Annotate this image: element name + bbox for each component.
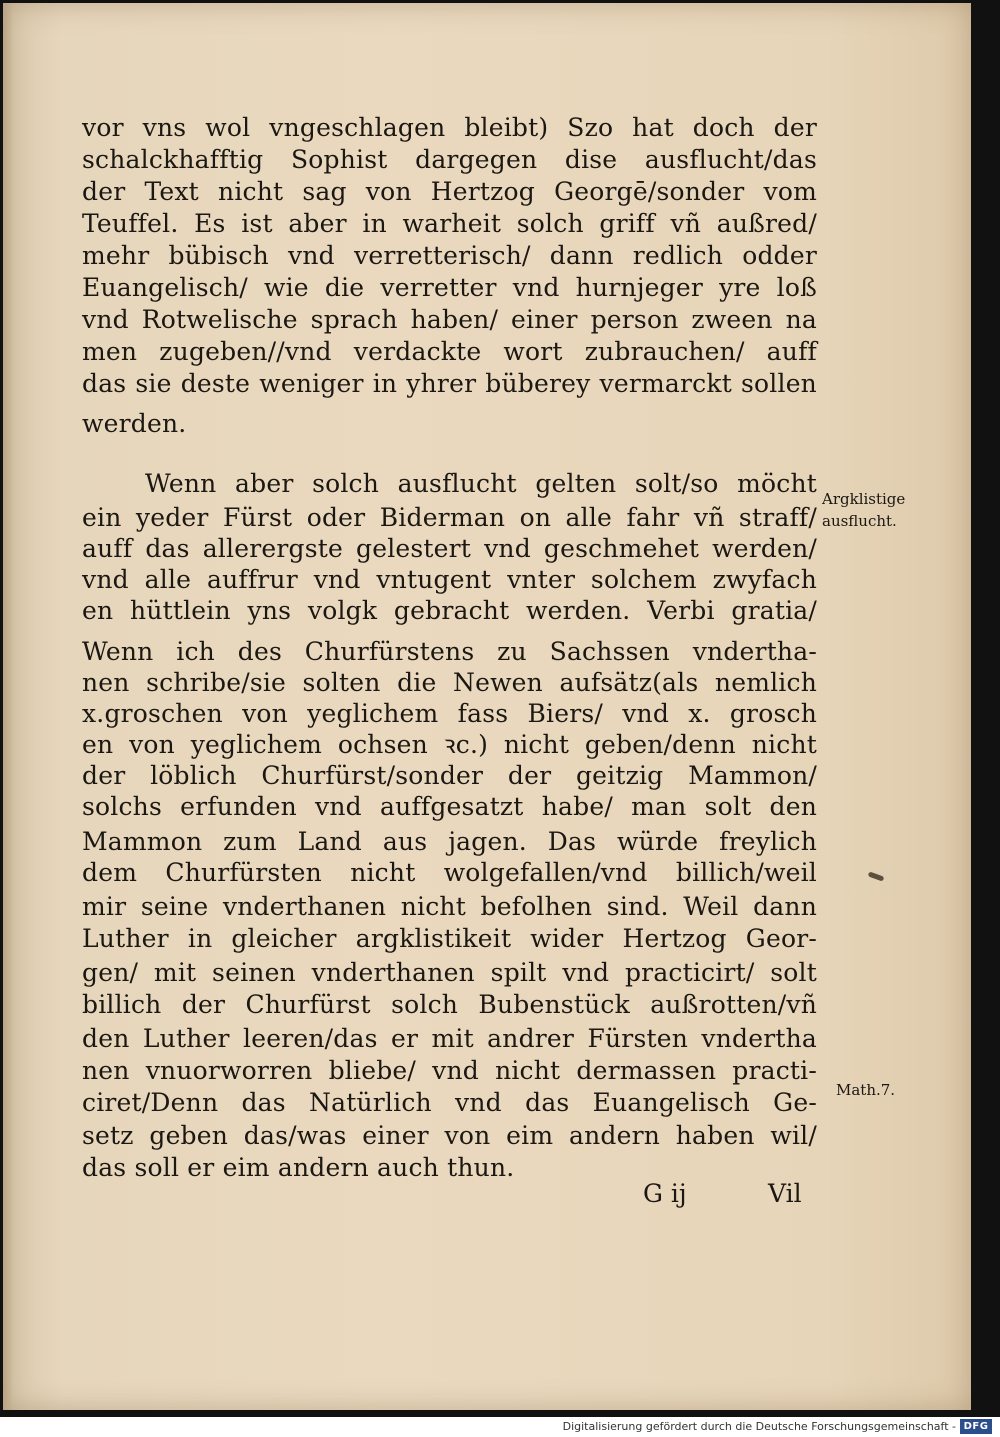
text-line: den Luther leeren/das er mit andrer Fürsten vndertha (82, 1024, 817, 1053)
text-line: x.groschen von yeglichem fass Biers/ vnd x. grosch (82, 699, 817, 728)
margin-note: ausflucht. (822, 512, 897, 530)
text-line: das sie deste weniger in yhrer büberey vermarckt sollen (82, 369, 817, 398)
text-line: schalckhafftig Sophist dargegen dise ausflucht/das (82, 145, 817, 174)
text-line: der Text nicht sag von Hertzog Georgē/sonder vom (82, 177, 817, 206)
text-line: Teuffel. Es ist aber in warheit solch griff vñ außred/ (82, 209, 817, 238)
text-line: dem Churfürsten nicht wolgefallen/vnd billich/weil (82, 858, 817, 887)
text-line: setz geben das/was einer von eim andern haben wil/ (82, 1121, 817, 1150)
text-line: men zugeben//vnd verdackte wort zubrauchen/ auff (82, 337, 817, 366)
page-gutter-edge (3, 3, 13, 1410)
text-line-indented: Wenn aber solch ausflucht gelten solt/so möcht (145, 469, 817, 498)
footer-credit: Digitalisierung gefördert durch die Deutsche Forschungsgemeinschaft - (562, 1420, 956, 1433)
text-line: ein yeder Fürst oder Biderman on alle fahr vñ straff/ (82, 503, 817, 532)
text-line: Mammon zum Land aus jagen. Das würde freylich (82, 827, 817, 856)
text-line: Euangelisch/ wie die verretter vnd hurnjeger yre loß (82, 273, 817, 302)
text-line: solchs erfunden vnd auffgesatzt habe/ man solt den (82, 792, 817, 821)
catchword: Vil (768, 1179, 802, 1208)
text-line: vor vns wol vngeschlagen bleibt) Szo hat doch der (82, 113, 817, 142)
signature-mark: G ij (643, 1179, 687, 1208)
text-line: mir seine vnderthanen nicht befolhen sind. Weil dann (82, 892, 817, 921)
text-line: werden. (82, 409, 187, 438)
text-line: mehr bübisch vnd verretterisch/ dann redlich odder (82, 241, 817, 270)
margin-note: Argklistige (822, 490, 906, 508)
text-line: en von yeglichem ochsen ꝛc.) nicht geben/denn nicht (82, 730, 817, 759)
text-line: vnd Rotwelische sprach haben/ einer person zween na (82, 305, 817, 334)
dfg-logo: DFG (960, 1419, 992, 1434)
margin-note: Math.7. (836, 1081, 896, 1099)
text-line: das soll er eim andern auch thun. (82, 1153, 515, 1182)
text-line: nen vnuorworren bliebe/ vnd nicht dermassen practi- (82, 1056, 817, 1085)
text-line: Wenn ich des Churfürstens zu Sachssen vndertha- (82, 637, 817, 666)
text-line: nen schribe/sie solten die Newen aufsätz(als nemlich (82, 668, 817, 697)
text-line: Luther in gleicher argklistikeit wider Hertzog Geor- (82, 924, 817, 953)
text-line: gen/ mit seinen vnderthanen spilt vnd practicirt/ solt (82, 958, 817, 987)
text-line: ciret/Denn das Natürlich vnd das Euangelisch Ge- (82, 1088, 817, 1117)
text-line: billich der Churfürst solch Bubenstück außrotten/vñ (82, 990, 817, 1019)
text-line: der löblich Churfürst/sonder der geitzig Mammon/ (82, 761, 817, 790)
text-line: vnd alle auffrur vnd vntugent vnter solchem zwyfach (82, 565, 817, 594)
text-line: auff das allerergste gelestert vnd geschmehet werden/ (82, 534, 817, 563)
text-line: en hüttlein yns volgk gebracht werden. Verbi gratia/ (82, 596, 817, 625)
